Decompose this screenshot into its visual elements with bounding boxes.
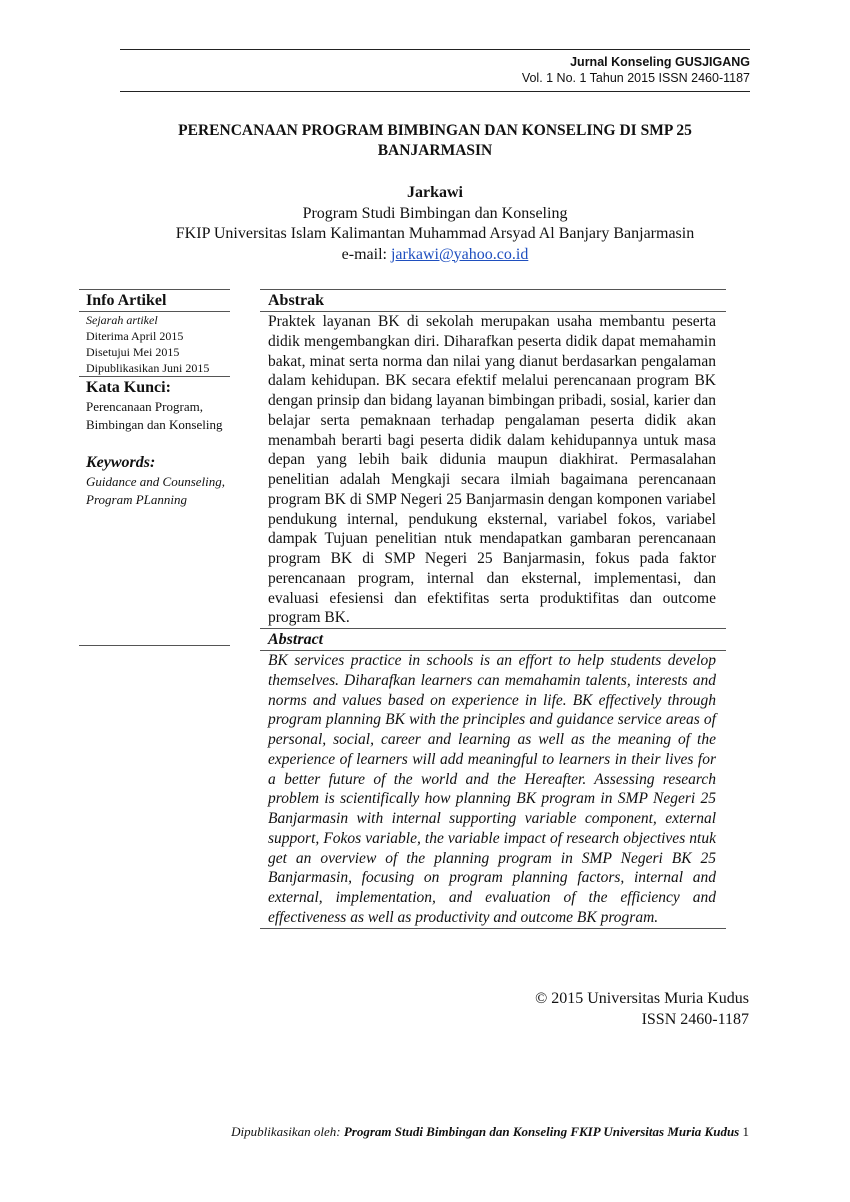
article-info-panel: [79, 289, 230, 509]
info-heading: Info Artikel: [86, 292, 167, 309]
abstract-panel: [260, 289, 726, 929]
header-rule-bottom: [120, 91, 750, 92]
footer-label: Dipublikasikan oleh:: [231, 1124, 344, 1139]
author-affiliation: FKIP Universitas Islam Kalimantan Muhammad Arsyad Al Banjary Banjarmasin: [175, 225, 695, 242]
info-end-rule: [79, 645, 230, 646]
copyright-line: © 2015 Universitas Muria Kudus: [535, 990, 749, 1007]
header-rule-top: [120, 49, 750, 50]
abstract-text: BK services practice in schools is an effort to help students develop themselves. Diharafkan learners can memahamin talents, interests and norms and values based on experience in life. BK effectively through program planning BK with the principles and guidance service areas of personal, social, career and learning as well as the meaning of the experience of learners will add meaningful to learners in their lives for a better future of the world and the Hereafter. Assessing research problem is scientifically how planning BK program in SMP Negeri 25 Banjarmasin with internal supporting variable component, external support, Fokos variable, the variable impact of research objectives ntuk get an overview of the planning program in SMP Negeri BK 25 Banjarmasin, focusing on program planning factors, internal and external, implementation, and evaluation of the efficiency and effectiveness as well as productivity and outcome BK program.: [268, 652, 716, 926]
volume-info: Vol. 1 No. 1 Tahun 2015 ISSN 2460-1187: [521, 71, 750, 85]
journal-header: [522, 54, 750, 86]
issn-line: ISSN 2460-1187: [641, 1011, 749, 1028]
email-label: e-mail:: [341, 245, 391, 263]
keywords-en-heading: Keywords:: [86, 454, 156, 471]
page-footer: [231, 1124, 749, 1140]
keywords-en: Guidance and Counseling, Program PLanning: [86, 474, 226, 507]
history-label: Sejarah artikel: [86, 313, 158, 327]
author-department: Program Studi Bimbingan dan Konseling: [302, 204, 568, 222]
email-link[interactable]: jarkawi@yahoo.co.id: [390, 245, 529, 263]
abstract-heading: Abstract: [268, 631, 324, 648]
author-block: [100, 183, 770, 265]
keywords-id: Perencanaan Program, Bimbingan dan Konseling: [86, 399, 223, 432]
received-date: Diterima April 2015: [86, 329, 184, 343]
keywords-id-heading: Kata Kunci:: [86, 379, 171, 396]
copyright-block: [535, 988, 749, 1030]
journal-name: Jurnal Konseling GUSJIGANG: [570, 55, 750, 69]
published-date: Dipublikasikan Juni 2015: [86, 361, 210, 375]
article-title: PERENCANAAN PROGRAM BIMBINGAN DAN KONSELING DI SMP 25 BANJARMASIN: [178, 122, 692, 159]
approved-date: Disetujui Mei 2015: [86, 345, 180, 359]
page-number: 1: [742, 1124, 749, 1139]
abstrak-heading: Abstrak: [268, 292, 325, 309]
author-email-line: [100, 245, 770, 266]
abstrak-text: Praktek layanan BK di sekolah merupakan usaha membantu peserta didik mengembangkan diri. Diharafkan peserta didik dapat memahamin bakat, minat serta norma dan nilai yang dianut berdasarkan pengalaman dalam kehidupan. BK secara efektif melalui perencanaan program BK dengan prinsip dan bidang layanan bimbingan pribadi, sosial, karier dan belajar serta pemaknaan terhadap pengalaman peserta didik akan menambah berarti bagi peserta didik dalam kehidupannya untuk masa depan yang lebih baik didunia maupun diakhirat. Permasalahan penelitian adalah Mengkaji secara ilmiah bagaimana perencanaan program BK di SMP Negeri 25 Banjarmasin dengan komponen variabel pendukung internal, pendukung eksternal, variabel fokos, variabel dampak Tujuan penelitian ntuk mendapatkan gambaran perencanaan program BK di SMP Negeri 25 Banjarmasin, fokus pada faktor perencanaan program, internal dan eksternal, implementasi, dan evaluasi efesiensi dan efektifitas serta produktifitas dan outcome program BK.: [268, 313, 716, 627]
footer-publisher: Program Studi Bimbingan dan Konseling FKIP Universitas Muria Kudus: [343, 1124, 740, 1139]
author-name: Jarkawi: [407, 184, 463, 201]
